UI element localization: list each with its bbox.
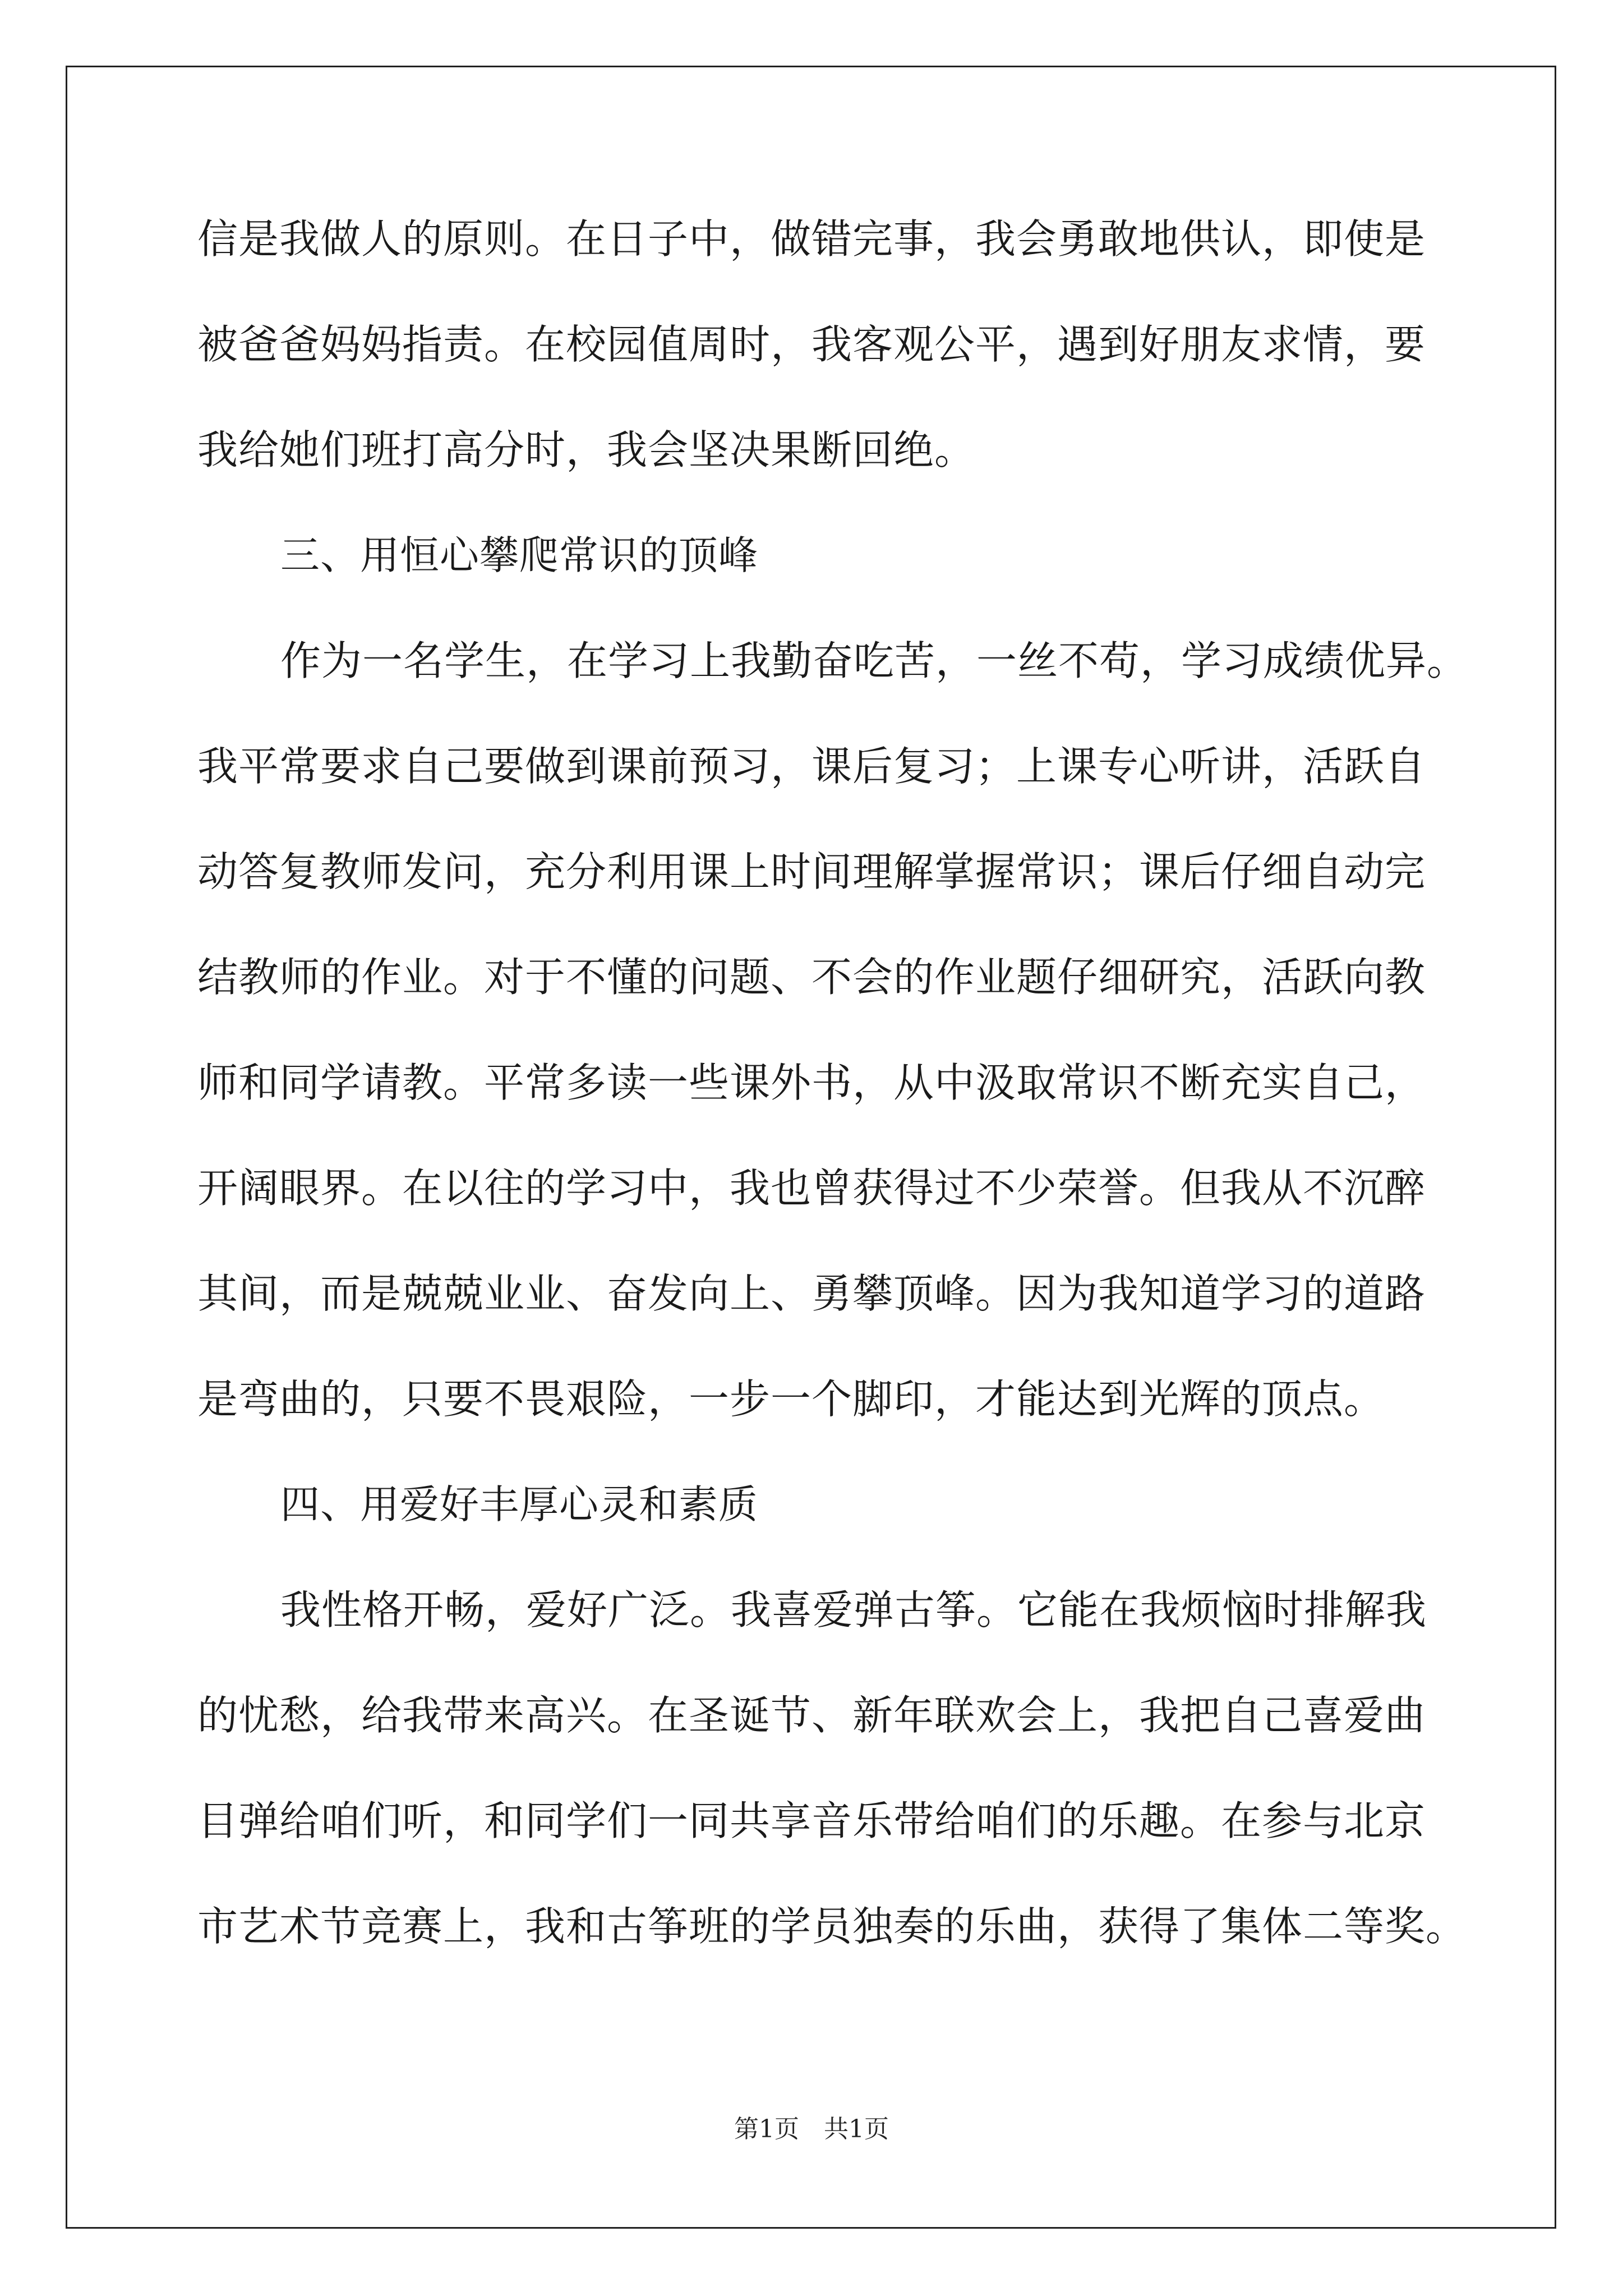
paragraph-line: 的忧愁，给我带来高兴。在圣诞节、新年联欢会上，我把自己喜爱曲 <box>197 1692 1426 1739</box>
paragraph-line: 开阔眼界。在以往的学习中，我也曾获得过不少荣誉。但我从不沉醉 <box>197 1165 1426 1212</box>
paragraph-line: 目弹给咱们听，和同学们一同共享音乐带给咱们的乐趣。在参与北京 <box>197 1797 1426 1844</box>
paragraph-line: 被爸爸妈妈指责。在校园值周时，我客观公平，遇到好朋友求情，要 <box>197 321 1426 368</box>
paragraph-line: 我性格开畅，爱好广泛。我喜爱弹古筝。它能在我烦恼时排解我 <box>280 1586 1427 1634</box>
paragraph-line: 其间，而是兢兢业业、奋发向上、勇攀顶峰。因为我知道学习的道路 <box>197 1270 1426 1317</box>
paragraph-line: 我平常要求自己要做到课前预习，课后复习；上课专心听讲，活跃自 <box>197 743 1426 790</box>
section-heading: 三、用恒心攀爬常识的顶峰 <box>280 532 758 578</box>
paragraph-line: 结教师的作业。对于不懂的问题、不会的作业题仔细研究，活跃向教 <box>197 954 1426 1001</box>
paragraph-line: 信是我做人的原则。在日子中，做错完事，我会勇敢地供认，即使是 <box>197 215 1426 263</box>
paragraph-line: 师和同学请教。平常多读一些课外书，从中汲取常识不断充实自己， <box>197 1059 1426 1106</box>
paragraph-line: 市艺术节竞赛上，我和古筝班的学员独奏的乐曲，获得了集体二等奖。 <box>197 1903 1467 1950</box>
section-heading: 四、用爱好丰厚心灵和素质 <box>280 1481 758 1527</box>
paragraph-line: 动答复教师发问，充分利用课上时间理解掌握常识；课后仔细自动完 <box>197 848 1426 895</box>
paragraph-line: 作为一名学生，在学习上我勤奋吃苦，一丝不苟，学习成绩优异。 <box>280 637 1468 684</box>
page-number: 第1页 共1页 <box>734 2115 889 2143</box>
paragraph-line: 是弯曲的，只要不畏艰险，一步一个脚印，才能达到光辉的顶点。 <box>197 1375 1385 1423</box>
paragraph-line: 我给她们班打高分时，我会坚决果断回绝。 <box>197 426 976 473</box>
